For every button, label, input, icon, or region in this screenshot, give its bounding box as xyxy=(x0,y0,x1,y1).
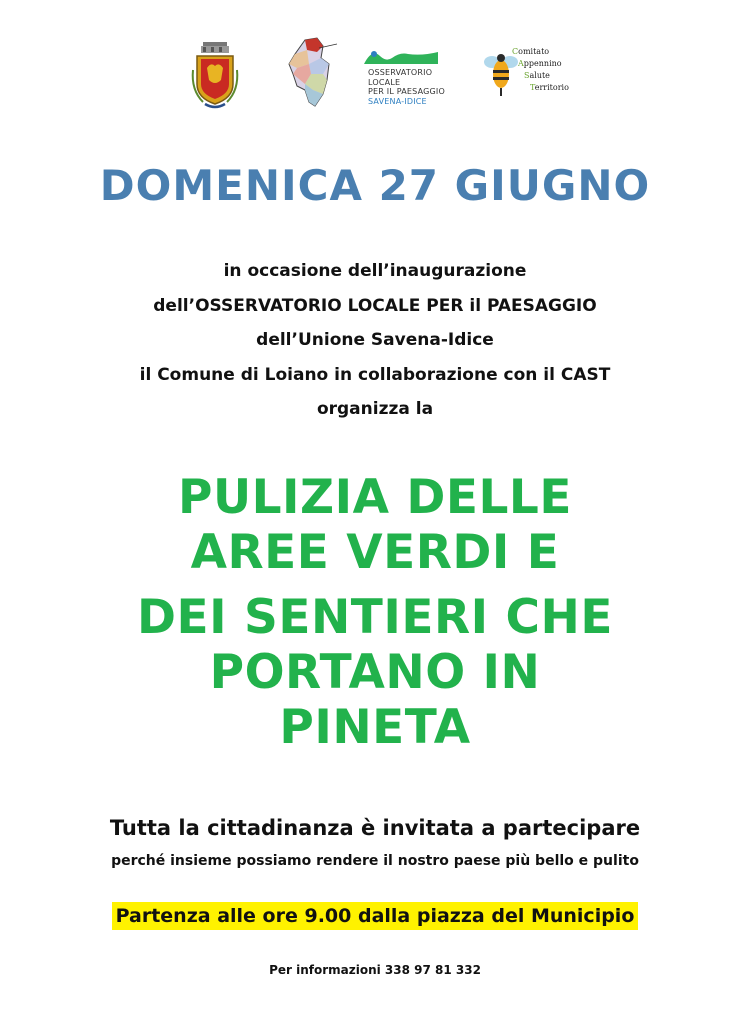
intro-line-1: in occasione dell’inaugurazione xyxy=(223,261,527,281)
cast-word-comitato: omitato xyxy=(518,47,550,56)
savena-idice-map-icon xyxy=(283,36,341,108)
osservatorio-line-3: PER IL PAESAGGIO xyxy=(368,87,445,96)
cast-word-appennino: ppennino xyxy=(523,59,562,68)
cast-logo xyxy=(484,47,569,98)
event-headline xyxy=(0,470,750,755)
cast-initial-a: A xyxy=(518,59,524,68)
logo-strip xyxy=(0,36,750,116)
intro-line-3: dell’Unione Savena-Idice xyxy=(256,330,494,350)
municipal-crest-icon xyxy=(189,40,241,110)
intro-line-4: il Comune di Loiano in collaborazione con il CAST xyxy=(139,364,611,385)
event-date: DOMENICA 27 GIUGNO xyxy=(99,161,651,210)
hills-icon xyxy=(362,46,442,66)
cast-initial-s: S xyxy=(524,71,530,80)
osservatorio-line-2: LOCALE xyxy=(368,77,401,87)
invite-text: Tutta la cittadinanza è invitata a partecipare xyxy=(109,816,641,840)
intro-text xyxy=(0,254,750,427)
intro-line-5: organizza la xyxy=(316,399,434,419)
osservatorio-line-1: OSSERVATORIO xyxy=(368,68,433,77)
headline-line-3: DEI SENTIERI CHE xyxy=(137,590,613,645)
headline-line-2: AREE VERDI E xyxy=(190,525,560,580)
invite-subtext: perché insieme possiamo rendere il nostro paese più bello e pulito xyxy=(111,853,639,869)
headline-line-5: PINETA xyxy=(279,700,471,755)
departure-highlight: Partenza alle ore 9.00 dalla piazza del Municipio xyxy=(112,902,639,930)
osservatorio-line-4: SAVENA-IDICE xyxy=(368,96,427,106)
contact-info: Per informazioni 338 97 81 332 xyxy=(269,963,481,977)
osservatorio-logo xyxy=(362,46,472,106)
cast-initial-c: C xyxy=(512,47,519,56)
intro-line-2: dell’OSSERVATORIO LOCALE PER il PAESAGGIO xyxy=(153,295,597,316)
cast-word-salute: alute xyxy=(529,71,550,80)
cast-initial-t: T xyxy=(530,83,535,92)
headline-line-4: PORTANO IN xyxy=(209,645,541,700)
cast-word-territorio: erritorio xyxy=(534,83,569,92)
headline-line-1: PULIZIA DELLE xyxy=(178,470,572,525)
